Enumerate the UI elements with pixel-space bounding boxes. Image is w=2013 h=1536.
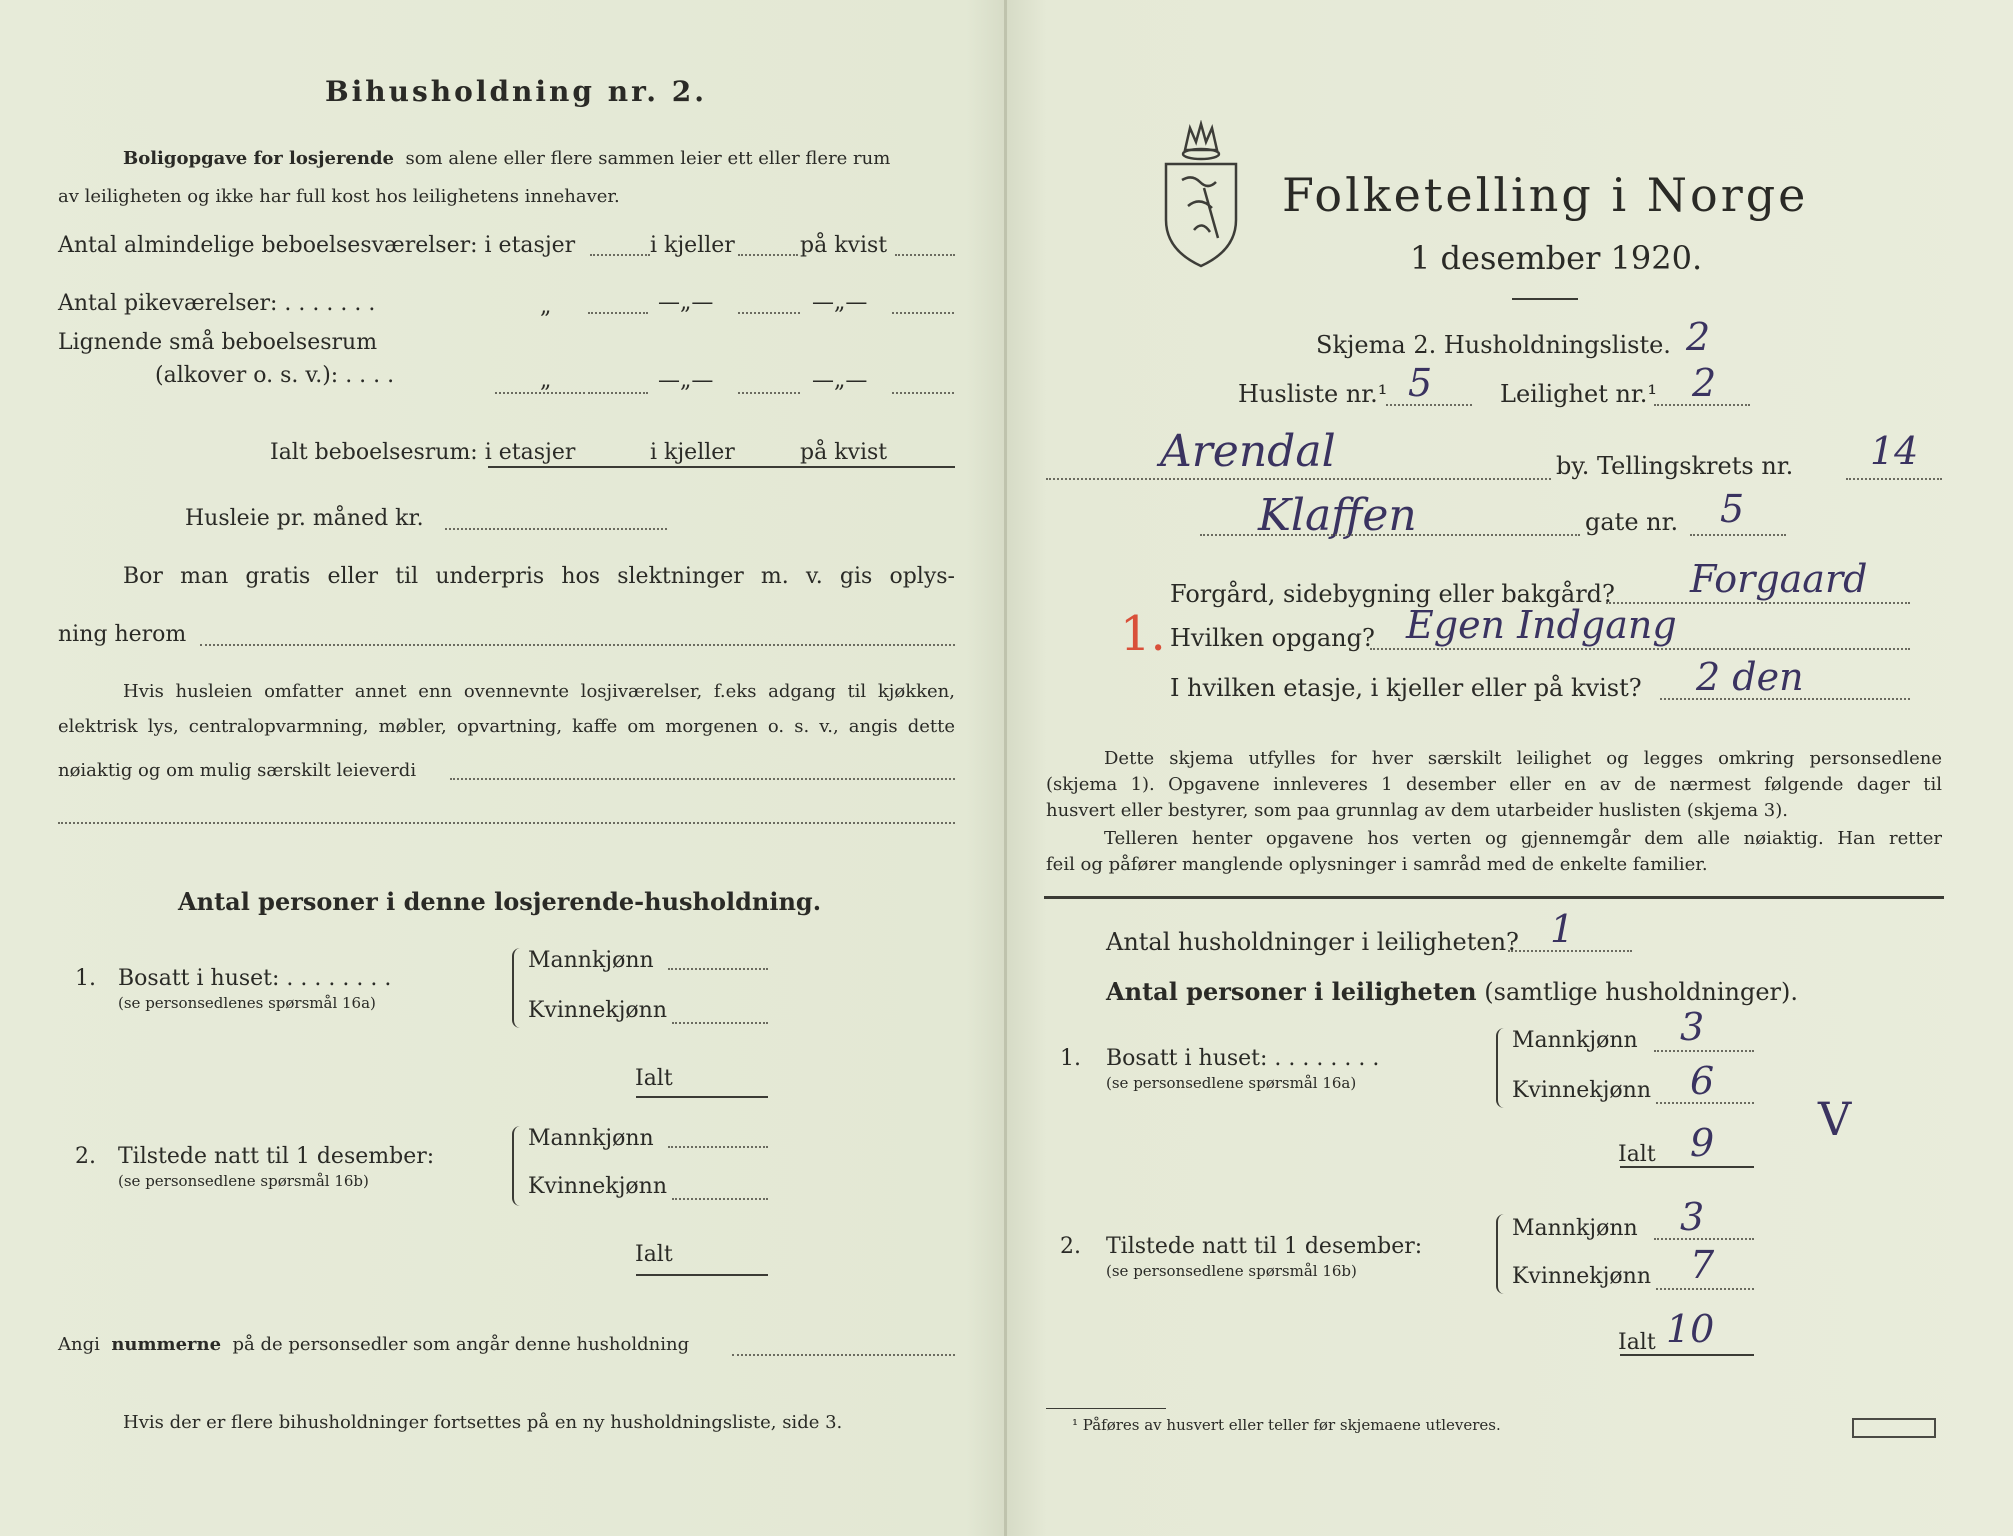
- form-title: Folketelling i Norge: [1282, 168, 1809, 222]
- q1-label: Bosatt i huset: . . . . . . . .: [118, 966, 392, 991]
- instruction-line-2: (skjema 1). Opgavene innleveres 1 desember eller en av de nærmest følgende dager til: [1046, 774, 1942, 795]
- r-q1-sub: (se personsedlene spørsmål 16a): [1106, 1074, 1357, 1092]
- etasje-field: [1660, 698, 1910, 700]
- ialt-beboelse-rule: [488, 466, 955, 468]
- antal-personer-heading: Antal personer i denne losjerende-husholdning.: [178, 887, 822, 916]
- tellingskrets-field: [1846, 478, 1942, 480]
- r-q2-ialt-label: Ialt: [1618, 1330, 1656, 1355]
- q1-brace: [512, 948, 522, 1028]
- bor-man-field[interactable]: [200, 644, 955, 646]
- norwegian-coat-of-arms-icon: [1160, 120, 1242, 270]
- leieverdi-field-2[interactable]: [58, 822, 955, 824]
- i-kjeller-label: i kjeller: [650, 233, 735, 258]
- footnote: ¹ Påføres av husvert eller teller før skjemaene utleveres.: [1072, 1416, 1501, 1434]
- by-value[interactable]: Arendal: [1160, 426, 1336, 477]
- left-heading: Bihusholdning nr. 2.: [325, 75, 707, 108]
- pike-kjeller-field[interactable]: [738, 312, 800, 314]
- gate-label: gate nr.: [1585, 508, 1679, 536]
- mannkjonn-label: Mannkjønn: [528, 1126, 654, 1151]
- r-q1-label: Bosatt i huset: . . . . . . . .: [1106, 1046, 1380, 1071]
- ialt-beboelse-label: Ialt beboelsesrum: i etasjer: [270, 440, 576, 465]
- r-q2-number: 2.: [1060, 1234, 1081, 1259]
- r-q2-ialt-field: [1620, 1354, 1754, 1356]
- dash-ditto-mark: —„—: [658, 290, 714, 315]
- mannkjonn-label: Mannkjønn: [1512, 1028, 1638, 1053]
- q2-brace: [512, 1126, 522, 1206]
- husliste-label: Husliste nr.¹: [1238, 380, 1388, 408]
- leilighet-value[interactable]: 2: [1692, 361, 1717, 405]
- q1-mann-field[interactable]: [668, 968, 768, 970]
- kvinnekjonn-label: Kvinnekjønn: [1512, 1078, 1651, 1103]
- paa-kvist-label: på kvist: [800, 233, 888, 258]
- husliste-field: [1386, 404, 1472, 406]
- page-fold: [1004, 0, 1007, 1536]
- skjema-label: Skjema 2. Husholdningsliste.: [1316, 331, 1671, 359]
- printer-stamp: [1852, 1418, 1936, 1438]
- antal-hush-value[interactable]: 1: [1550, 907, 1575, 951]
- instruction-line-5: feil og påfører manglende oplysninger i samråd med de enkelte familier.: [1046, 854, 1708, 875]
- lignende-label: Lignende små beboelsesrum: [58, 330, 378, 355]
- gate-field: [1200, 534, 1580, 536]
- r-q1-ialt-field: [1620, 1166, 1754, 1168]
- dash-ditto-mark: —„—: [658, 368, 714, 393]
- etasje-label: I hvilken etasje, i kjeller eller på kvist?: [1170, 674, 1642, 702]
- q1-number: 1.: [75, 966, 96, 991]
- kvist-field[interactable]: [895, 254, 955, 256]
- hvis-flere-note: Hvis der er flere bihusholdninger fortsettes på en ny husholdningsliste, side 3.: [123, 1412, 843, 1433]
- mannkjonn-label: Mannkjønn: [1512, 1216, 1638, 1241]
- q1-sub: (se personsedlenes spørsmål 16a): [118, 994, 376, 1012]
- mannkjonn-label: Mannkjønn: [528, 948, 654, 973]
- q2-kvinne-field[interactable]: [672, 1198, 768, 1200]
- dash-ditto-mark: —„—: [812, 290, 868, 315]
- r-q1-kvinne-value[interactable]: 6: [1690, 1059, 1715, 1103]
- hvis-line-2: elektrisk lys, centralopvarmning, møbler, opvartning, kaffe om morgenen o. s. v., angis dette: [58, 716, 955, 737]
- ditto-mark: „: [540, 294, 552, 319]
- r-q1-mann-field: [1654, 1050, 1754, 1052]
- antal-alm-label: Antal almindelige beboelsesværelser: i etasjer: [58, 233, 576, 258]
- check-mark: V: [1818, 1092, 1852, 1146]
- antal-pers-heading: Antal personer i leiligheten (samtlige husholdninger).: [1106, 977, 1799, 1006]
- intro-line-1: Boligopgave for losjerende som alene eller flere sammen leier ett eller flere rum: [123, 148, 891, 169]
- forgaard-value[interactable]: Forgaard: [1690, 557, 1868, 601]
- pike-etasjer-field[interactable]: [588, 312, 648, 314]
- etasje-value[interactable]: 2 den: [1696, 655, 1804, 699]
- dash-ditto-mark: —„—: [812, 368, 868, 393]
- r-q2-ialt-value[interactable]: 10: [1666, 1307, 1715, 1351]
- kvinnekjonn-label: Kvinnekjønn: [1512, 1264, 1651, 1289]
- instruction-line-4: Telleren henter opgavene hos verten og gjennemgår dem alle nøiaktig. Han retter: [1104, 828, 1942, 849]
- etasjer-field[interactable]: [590, 254, 650, 256]
- by-field: [1046, 478, 1551, 480]
- r-q2-kvinne-field: [1656, 1288, 1754, 1290]
- kvinnekjonn-label: Kvinnekjønn: [528, 1174, 667, 1199]
- leilighet-field: [1654, 404, 1750, 406]
- instruction-line-3: husvert eller bestyrer, som paa grunnlag av dem utarbeider huslisten (skjema 3).: [1046, 800, 1788, 821]
- r-q2-mann-field: [1654, 1238, 1754, 1240]
- r-q1-kvinne-field: [1656, 1102, 1754, 1104]
- hvis-line-3: nøiaktig og om mulig særskilt leieverdi: [58, 760, 417, 781]
- gate-value[interactable]: Klaffen: [1258, 490, 1417, 541]
- antal-hush-label: Antal husholdninger i leiligheten?: [1106, 928, 1519, 956]
- q2-ialt-field[interactable]: [636, 1274, 768, 1276]
- q2-mann-field[interactable]: [668, 1146, 768, 1148]
- q1-ialt-label: Ialt: [635, 1066, 673, 1091]
- gate-nr-value[interactable]: 5: [1720, 487, 1745, 531]
- paa-kvist-label: på kvist: [800, 440, 888, 465]
- kjeller-field[interactable]: [738, 254, 798, 256]
- kvinnekjonn-label: Kvinnekjønn: [528, 998, 667, 1023]
- r-q2-label: Tilstede natt til 1 desember:: [1106, 1234, 1423, 1259]
- r-q1-number: 1.: [1060, 1046, 1081, 1071]
- r-q2-kvinne-value[interactable]: 7: [1690, 1243, 1715, 1287]
- husleie-label: Husleie pr. måned kr.: [185, 506, 424, 531]
- i-kjeller-label: i kjeller: [650, 440, 735, 465]
- alkover-kvist-field[interactable]: [892, 392, 954, 394]
- r-q1-ialt-label: Ialt: [1618, 1142, 1656, 1167]
- antal-hush-field: [1508, 950, 1632, 952]
- pike-kvist-field[interactable]: [892, 312, 954, 314]
- r-q2-brace: [1496, 1214, 1506, 1294]
- bor-man-line-1: Bor man gratis eller til underpris hos slektninger m. v. gis oplys-: [123, 564, 955, 589]
- tellingskrets-value[interactable]: 14: [1870, 429, 1919, 473]
- husliste-value[interactable]: 5: [1408, 361, 1433, 405]
- r-q1-brace: [1496, 1028, 1506, 1108]
- hvis-line-1: Hvis husleien omfatter annet enn ovennevnte losjiværelser, f.eks adgang til kjøkken,: [123, 681, 955, 702]
- opgang-field: [1370, 648, 1910, 650]
- leilighet-label: Leilighet nr.¹: [1500, 380, 1658, 408]
- opgang-label: Hvilken opgang?: [1170, 624, 1375, 652]
- q2-number: 2.: [75, 1144, 96, 1169]
- red-margin-mark: 1.: [1120, 606, 1166, 662]
- gate-nr-field: [1690, 534, 1786, 536]
- q2-label: Tilstede natt til 1 desember:: [118, 1144, 435, 1169]
- skjema-number: 2: [1686, 315, 1711, 359]
- r-q2-mann-value[interactable]: 3: [1680, 1195, 1705, 1239]
- r-q1-mann-value[interactable]: 3: [1680, 1005, 1705, 1049]
- form-date: 1 desember 1920.: [1410, 239, 1703, 277]
- alkover-label: (alkover o. s. v.): . . . .: [155, 363, 395, 388]
- section-divider: [1044, 896, 1944, 899]
- r-q2-sub: (se personsedlene spørsmål 16b): [1106, 1262, 1357, 1280]
- bor-man-line-2: ning herom: [58, 622, 187, 647]
- r-q1-ialt-value[interactable]: 9: [1690, 1121, 1715, 1165]
- q2-sub: (se personsedlene spørsmål 16b): [118, 1172, 369, 1190]
- angi-label: Angi nummerne på de personsedler som angår denne husholdning: [58, 1334, 690, 1355]
- intro-line-2: av leiligheten og ikke har full kost hos leilighetens innehaver.: [58, 186, 620, 207]
- q1-ialt-field[interactable]: [636, 1096, 768, 1098]
- q1-kvinne-field[interactable]: [672, 1022, 768, 1024]
- opgang-value[interactable]: Egen Indgang: [1406, 603, 1677, 647]
- q2-ialt-label: Ialt: [635, 1242, 673, 1267]
- alkover-kjeller-field[interactable]: [738, 392, 800, 394]
- leieverdi-field[interactable]: [450, 778, 955, 780]
- title-divider: [1512, 298, 1578, 300]
- forgaard-label: Forgård, sidebygning eller bakgård?: [1170, 580, 1615, 608]
- angi-field[interactable]: [732, 1354, 955, 1356]
- ditto-mark: „: [540, 368, 552, 393]
- by-label: by. Tellingskrets nr.: [1556, 452, 1794, 480]
- pikevaerelser-label: Antal pikeværelser: . . . . . . .: [58, 291, 376, 316]
- footnote-rule: [1046, 1408, 1166, 1409]
- instruction-line-1: Dette skjema utfylles for hver særskilt leilighet og legges omkring personsedlene: [1104, 748, 1942, 769]
- husleie-field[interactable]: [445, 528, 667, 530]
- alkover-etasjer-field[interactable]: [588, 392, 648, 394]
